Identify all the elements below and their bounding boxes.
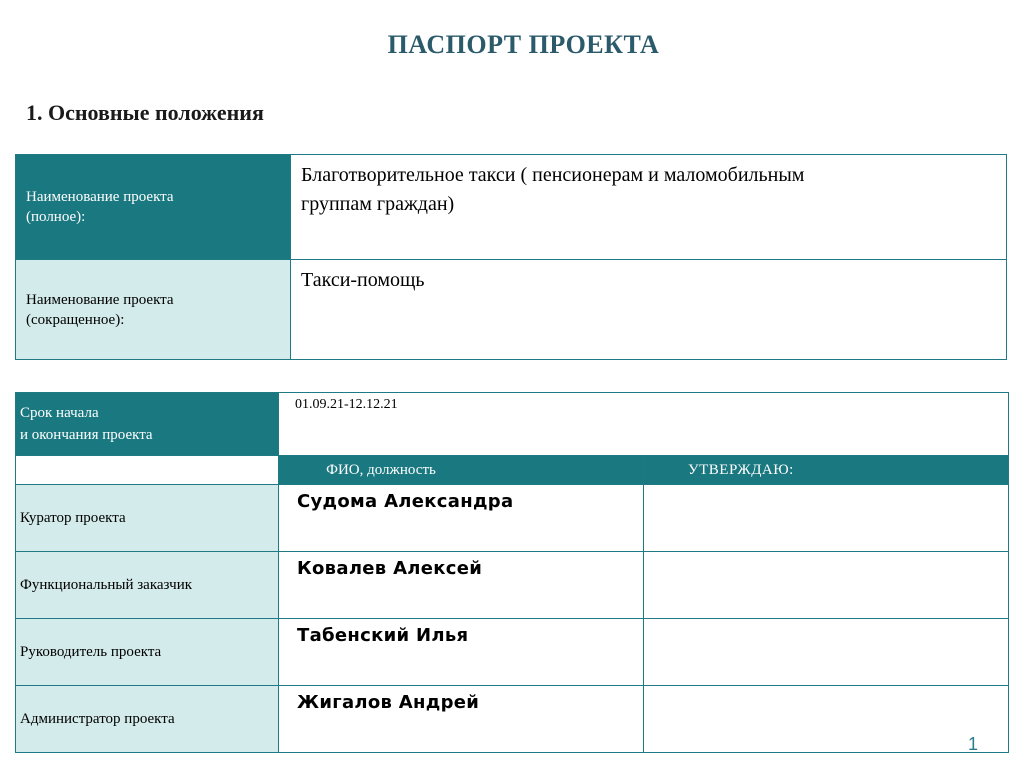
table-header-row [16,456,1009,485]
role-label: Куратор проекта [16,485,279,552]
short-name-value: Такси-помощь [291,260,1007,360]
roles-table [15,392,1009,753]
full-name-label-line2: (полное): [26,209,86,225]
table-row [16,155,1007,260]
page-number: 1 [968,734,979,754]
term-value: 01.09.21-12.12.21 [279,393,1009,456]
full-name-value-line1: Благотворительное такси ( пенсионерам и маломобильным [301,164,805,186]
full-name-label-line1: Наименование проекта [26,189,174,205]
header-approve: УТВЕРЖДАЮ: [644,456,1009,485]
approval-cell [644,686,1009,753]
page-title: ПАСПОРТ ПРОЕКТА [387,30,660,59]
header-empty-cell [16,456,279,485]
person-name: Ковалев Алексей [279,552,644,619]
table-row [16,485,1009,552]
approval-cell [644,619,1009,686]
table-row [16,619,1009,686]
header-fio: ФИО, должность [279,456,644,485]
short-name-label-line1: Наименование проекта [26,291,174,308]
approval-cell [644,485,1009,552]
table-row [16,260,1007,360]
table-row [16,552,1009,619]
full-name-label [16,155,291,260]
person-name: Табенский Илья [279,619,644,686]
term-label-line1: Срок начала [20,405,99,421]
short-name-label [16,260,291,360]
role-label: Функциональный заказчик [16,552,279,619]
approval-cell [644,552,1009,619]
term-label-line2: и окончания проекта [20,427,153,443]
full-name-value-line2: группам граждан) [301,193,455,215]
project-names-table [15,154,1007,360]
role-label: Руководитель проекта [16,619,279,686]
person-name: Жигалов Андрей [279,686,644,753]
person-name: Судома Александра [279,485,644,552]
term-label [16,393,279,456]
role-label: Администратор проекта [16,686,279,753]
full-name-value [291,155,1007,260]
table-row [16,393,1009,456]
short-name-label-line2: (сокращенное): [26,311,125,328]
section-heading: 1. Основные положения [26,100,264,125]
table-row [16,686,1009,753]
